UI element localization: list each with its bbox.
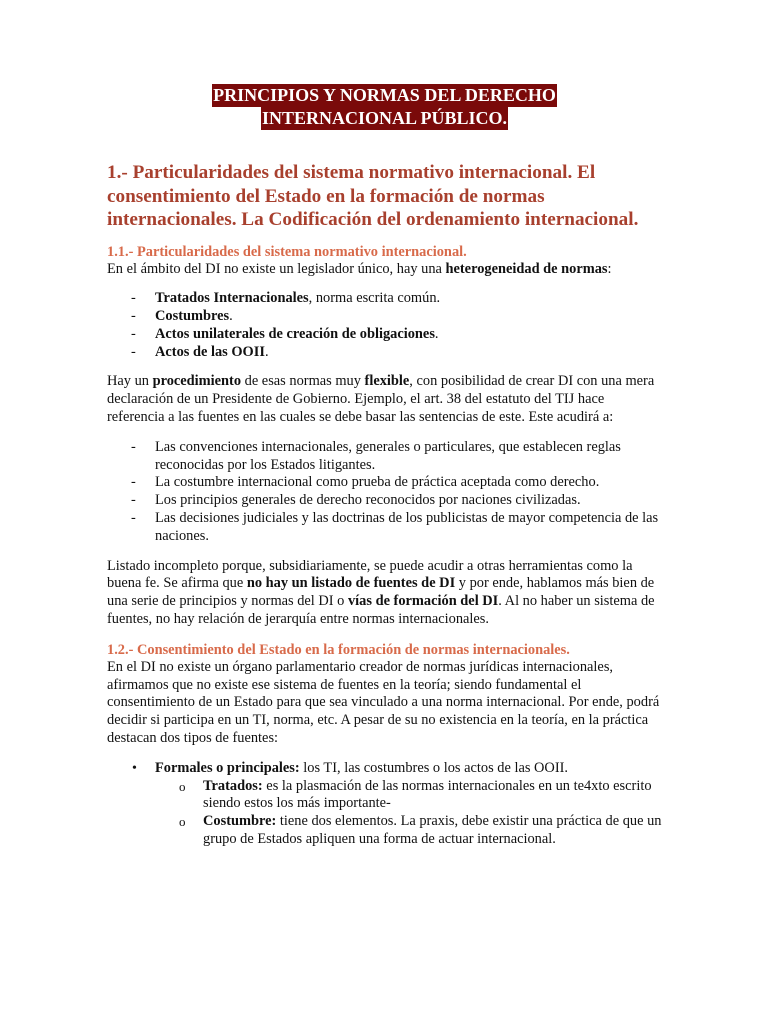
sublist-item: o Costumbre: tiene dos elementos. La praxis, debe existir una práctica de que un grupo de Estados apliquen una forma de actuar internacional. — [179, 813, 662, 848]
circle-bullet-icon: o — [179, 778, 186, 794]
circle-bullet-icon: o — [179, 814, 186, 830]
list-item: - Actos unilaterales de creación de obligaciones. — [131, 325, 439, 342]
title-line-2: INTERNACIONAL PÚBLICO. — [261, 108, 508, 128]
normas-list — [107, 290, 662, 361]
list-item: • Formales o principales: los TI, las costumbres o los actos de las OOII. o Tratados: es la plasmación de las normas internacionales en un te4xto escrito siendo estos los más importante- o Costumbre: tiene dos elementos. La praxis, debe existir una práctica de que un grupo de Estados apliquen una forma de actuar internacional. — [132, 759, 662, 848]
section-1-heading: 1.- Particularidades del sistema normativo internacional. El consentimiento del Estado en la formación de normas internacionales. La Codificación del ordenamiento internacional. — [107, 162, 639, 230]
document-title — [107, 0, 662, 130]
sublist-item: o Tratados: es la plasmación de las normas internacionales en un te4xto escrito siendo estos los más importante- — [179, 777, 652, 812]
list-item: - Tratados Internacionales, norma escrita común. — [131, 290, 441, 307]
list-item: - La costumbre internacional como prueba de práctica aceptada como derecho. — [131, 474, 600, 491]
list-item: - Actos de las OOII. — [131, 343, 269, 360]
subsection-1-1-intro: En el ámbito del DI no existe un legislador único, hay una heterogeneidad de normas: — [107, 260, 612, 277]
subsection-1-1-heading: 1.1.- Particularidades del sistema normativo internacional. — [107, 243, 467, 260]
fuentes-formales-sublist — [155, 778, 662, 849]
subsection-1-2-heading: 1.2.- Consentimiento del Estado en la formación de normas internacionales. — [107, 641, 570, 658]
list-item: - Las decisiones judiciales y las doctrinas de los publicistas de mayor competencia de las naciones. — [131, 510, 659, 544]
bullet-icon: • — [132, 760, 137, 776]
procedimiento-paragraph: Hay un procedimiento de esas normas muy flexible, con posibilidad de crear DI con una mera declaración de un Presidente de Gobierno. Ejemplo, el art. 38 del estatuto del TIJ hace referencia a las fuentes en las cuales se debe basar las sentencias de este. Este acudirá a: — [107, 373, 655, 426]
title-line-1: PRINCIPIOS Y NORMAS DEL DERECHO — [213, 85, 556, 105]
list-item: - Costumbres. — [131, 308, 233, 325]
fuentes-list — [107, 439, 662, 546]
list-item: - Los principios generales de derecho reconocidos por naciones civilizadas. — [131, 492, 581, 509]
tipos-fuentes-list — [107, 760, 662, 849]
consentimiento-paragraph: En el DI no existe un órgano parlamentario creador de normas jurídicas internacionales, afirmamos que no existe ese sistema de fuentes en la teoría; siendo fundamental el consentimiento de un Estado para que sea vinculado a una norma internacional. Por ende, podrá decidir si participa en un TI, norma, etc. A pesar de su no existencia en la teoría, en la práctica destacan dos tipos de fuentes: — [107, 658, 660, 747]
listado-paragraph: Listado incompleto porque, subsidiariamente, se puede acudir a otras herramientas como la buena fe. Se afirma que no hay un listado de fuentes de DI y por ende, hablamos más bien de una serie de principios y normas del DI o vías de formación del DI. Al no haber un sistema de fuentes, no hay relación de jerarquía entre normas internacionales. — [107, 557, 655, 628]
list-item: - Las convenciones internacionales, generales o particulares, que establecen reglas reconocidas por los Estados litigantes. — [131, 438, 621, 473]
